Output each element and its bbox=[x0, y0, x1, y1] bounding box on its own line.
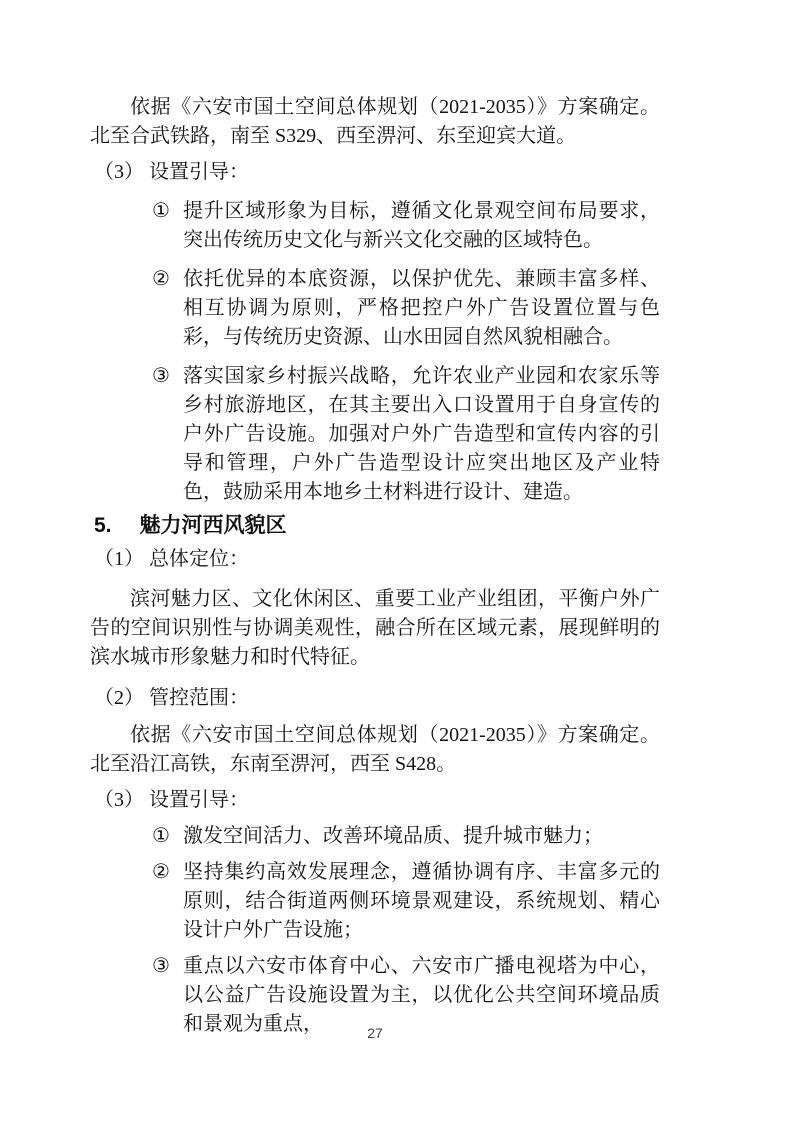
section-heading bbox=[90, 511, 660, 541]
list-item-text: 落实国家乡村振兴战略，允许农业产业园和农家乐等乡村旅游地区，在其主要出入口设置用于自身宣传的户外广告设施。加强对户外广告造型和宣传内容的引导和管理，户外广告造型设计应突出地区及产业特色，鼓励采用本地乡土材料进行设计、建造。 bbox=[183, 365, 660, 503]
subsection-label-guidance: （3） 设置引导： bbox=[94, 789, 249, 811]
list-item bbox=[90, 858, 660, 945]
page-number: 27 bbox=[367, 1025, 383, 1041]
circled-number-marker: ③ bbox=[152, 955, 170, 977]
guidance-list bbox=[90, 822, 660, 1039]
circled-number-marker: ② bbox=[152, 268, 170, 290]
body-paragraph: 滨河魅力区、文化休闲区、重要工业产业组团，平衡户外广告的空间识别性与协调美观性，融合所在区域元素，展现鲜明的滨水城市形象魅力和时代特征。 bbox=[90, 588, 660, 668]
section-heading-number: 5. bbox=[94, 514, 112, 537]
circled-number-marker: ③ bbox=[152, 365, 170, 387]
list-item-text: 提升区域形象为目标，遵循文化景观空间布局要求，突出传统历史文化与新兴文化交融的区域特色。 bbox=[183, 200, 660, 251]
subsection-label-positioning: （1） 总体定位： bbox=[94, 548, 249, 570]
list-item bbox=[90, 362, 660, 507]
subsection-label-guidance: （3） 设置引导： bbox=[94, 161, 249, 183]
list-item bbox=[90, 197, 660, 255]
circled-number-marker: ① bbox=[152, 200, 170, 222]
section-heading-title: 魅力河西风貌区 bbox=[139, 514, 287, 537]
list-item bbox=[90, 822, 660, 851]
list-item-text: 激发空间活力、改善环境品质、提升城市魅力； bbox=[183, 825, 603, 847]
guidance-list bbox=[90, 197, 660, 507]
body-paragraph: 依据《六安市国土空间总体规划（2021-2035）》方案确定。北至合武铁路，南至 S329、西至淠河、东至迎宾大道。 bbox=[90, 96, 660, 147]
circled-number-marker: ② bbox=[152, 861, 170, 883]
subsection-label-scope: （2） 管控范围： bbox=[94, 687, 249, 709]
list-item-text: 重点以六安市体育中心、六安市广播电视塔为中心，以公益广告设施设置为主，以优化公共空间环境品质和景观为重点， bbox=[183, 955, 660, 1035]
list-item bbox=[90, 265, 660, 352]
body-paragraph: 依据《六安市国土空间总体规划（2021-2035）》方案确定。北至沿江高铁，东南至淠河，西至 S428。 bbox=[90, 724, 660, 775]
document-content bbox=[90, 93, 660, 1039]
circled-number-marker: ① bbox=[152, 825, 170, 847]
list-item-text: 坚持集约高效发展理念，遵循协调有序、丰富多元的原则，结合街道两侧环境景观建设，系统规划、精心设计户外广告设施； bbox=[183, 861, 660, 941]
list-item-text: 依托优异的本底资源，以保护优先、兼顾丰富多样、相互协调为原则，严格把控户外广告设置位置与色彩，与传统历史资源、山水田园自然风貌相融合。 bbox=[183, 268, 660, 348]
